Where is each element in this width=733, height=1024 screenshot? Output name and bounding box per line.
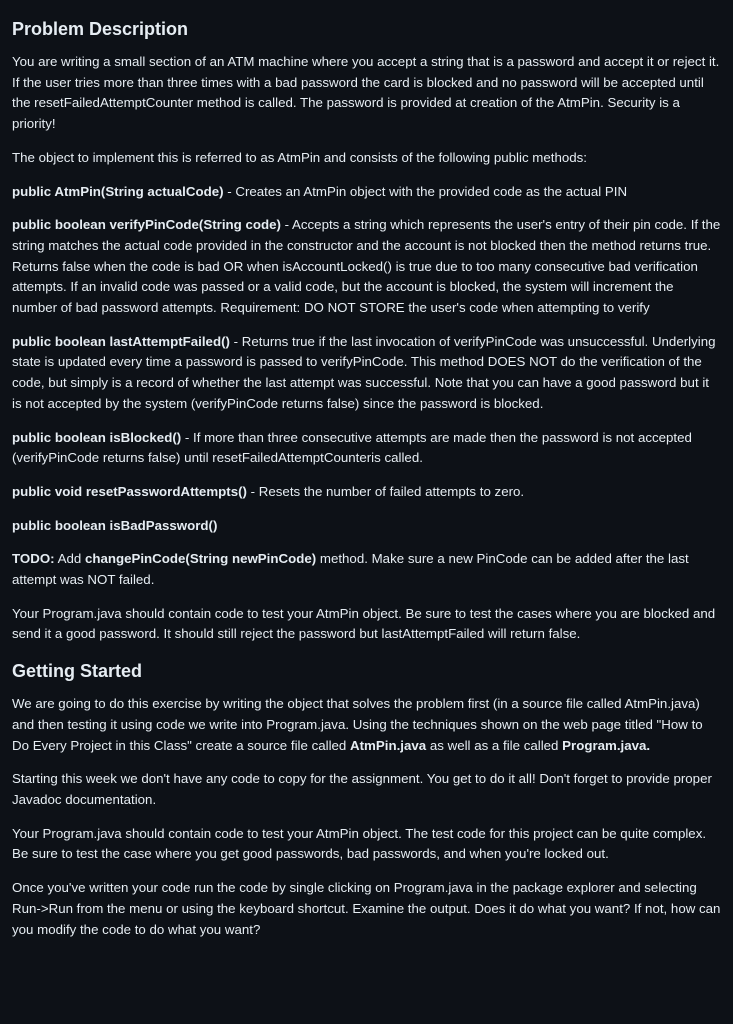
paragraph-text: We are going to do this exercise by writing the object that solves the problem first (in a source file called AtmPin.java) and then testing it using code we write into Program.java. Using the techniques shown on the web page titled "How to Do Every Project in this Class" create a source file called (12, 696, 703, 753)
method-signature: public boolean isBlocked() (12, 429, 182, 445)
test-note-paragraph: Your Program.java should contain code to test your AtmPin object. Be sure to test the cases where you are blocked and send it a good password. It should still reject the password but lastAttemptFailed will return false. (12, 605, 716, 642)
todo-text-after: method. Make sure a new PinCode can be added after the last attempt was NOT failed. (12, 551, 689, 588)
method-last-attempt-failed (12, 332, 721, 415)
method-signature: public boolean lastAttemptFailed() (12, 333, 230, 349)
todo-text-before: Add (54, 551, 85, 567)
method-reset-password-attempts (12, 482, 721, 503)
method-signature: public boolean isBadPassword() (12, 517, 218, 533)
paragraph-text: as well as a file called (426, 737, 563, 753)
method-is-bad-password (12, 516, 721, 537)
todo-paragraph (12, 549, 721, 590)
getting-started-paragraph-3: Your Program.java should contain code to test your AtmPin object. The test code for this project can be quite complex. Be sure to test the case where you get good passwords, bad passwords, and when you're locked out. (12, 825, 707, 862)
method-signature: public void resetPasswordAttempts() (12, 483, 247, 499)
method-description: - Returns true if the last invocation of verifyPinCode was unsuccessful. Underlying state is updated every time a password is passed to verifyPinCode. This method DOES NOT do the verification of the code, but simply is a record of whether the last attempt was successful. Note that you can have a good password but it is not accepted by the system (verifyPinCode returns false) since the password is blocked. (12, 333, 716, 411)
getting-started-paragraph-2: Starting this week we don't have any code to copy for the assignment. You get to do it all! Don't forget to provide proper Javadoc documentation. (12, 771, 712, 807)
getting-started-heading: Getting Started (12, 661, 143, 682)
method-description: - Accepts a string which represents the user's entry of their pin code. If the string matches the actual code provided in the constructor and the account is not blocked then the method returns true. Returns false when the code is bad OR when isAccountLocked() is true due to too many consecutive bad verification attempts. If an invalid code was passed or a valid code, but the account is blocked, the system will increment the number of bad password attempts. Requirement: DO NOT STORE the user's code when attempting to verify (12, 217, 721, 316)
method-constructor (12, 182, 721, 203)
method-signature: public AtmPin(String actualCode) (12, 183, 224, 199)
todo-label: TODO: (12, 551, 55, 567)
file-name-atmpin: AtmPin.java (350, 737, 427, 753)
method-description: - Resets the number of failed attempts to zero. (246, 483, 525, 499)
method-signature: public boolean verifyPinCode(String code) (12, 217, 281, 233)
todo-method: changePinCode(String newPinCode) (84, 551, 317, 567)
getting-started-paragraph-1 (12, 694, 721, 756)
problem-description-heading: Problem Description (12, 19, 189, 39)
object-intro-paragraph: The object to implement this is referred to as AtmPin and consists of the following public methods: (12, 149, 588, 165)
method-description: - If more than three consecutive attempts are made then the password is not accepted (verifyPinCode returns false) until resetFailedAttemptCounteris called. (12, 429, 692, 466)
method-verify-pin-code (12, 215, 721, 319)
method-description: - Creates an AtmPin object with the provided code as the actual PIN (223, 183, 628, 199)
problem-intro-paragraph: You are writing a small section of an ATM machine where you accept a string that is a password and accept it or reject it. If the user tries more than three times with a bad password the card is blocked and no password will be accepted until the resetFailedAttemptCounter method is called. The password is provided at creation of the AtmPin. Security is a priority! (12, 54, 720, 132)
file-name-program: Program.java. (562, 737, 651, 753)
getting-started-paragraph-4: Once you've written your code run the code by single clicking on Program.java in the package explorer and selecting Run->Run from the menu or using the keyboard shortcut. Examine the output. Does it do what you want? If not, how can you modify the code to do what you want? (12, 880, 721, 937)
method-is-blocked (12, 428, 721, 469)
